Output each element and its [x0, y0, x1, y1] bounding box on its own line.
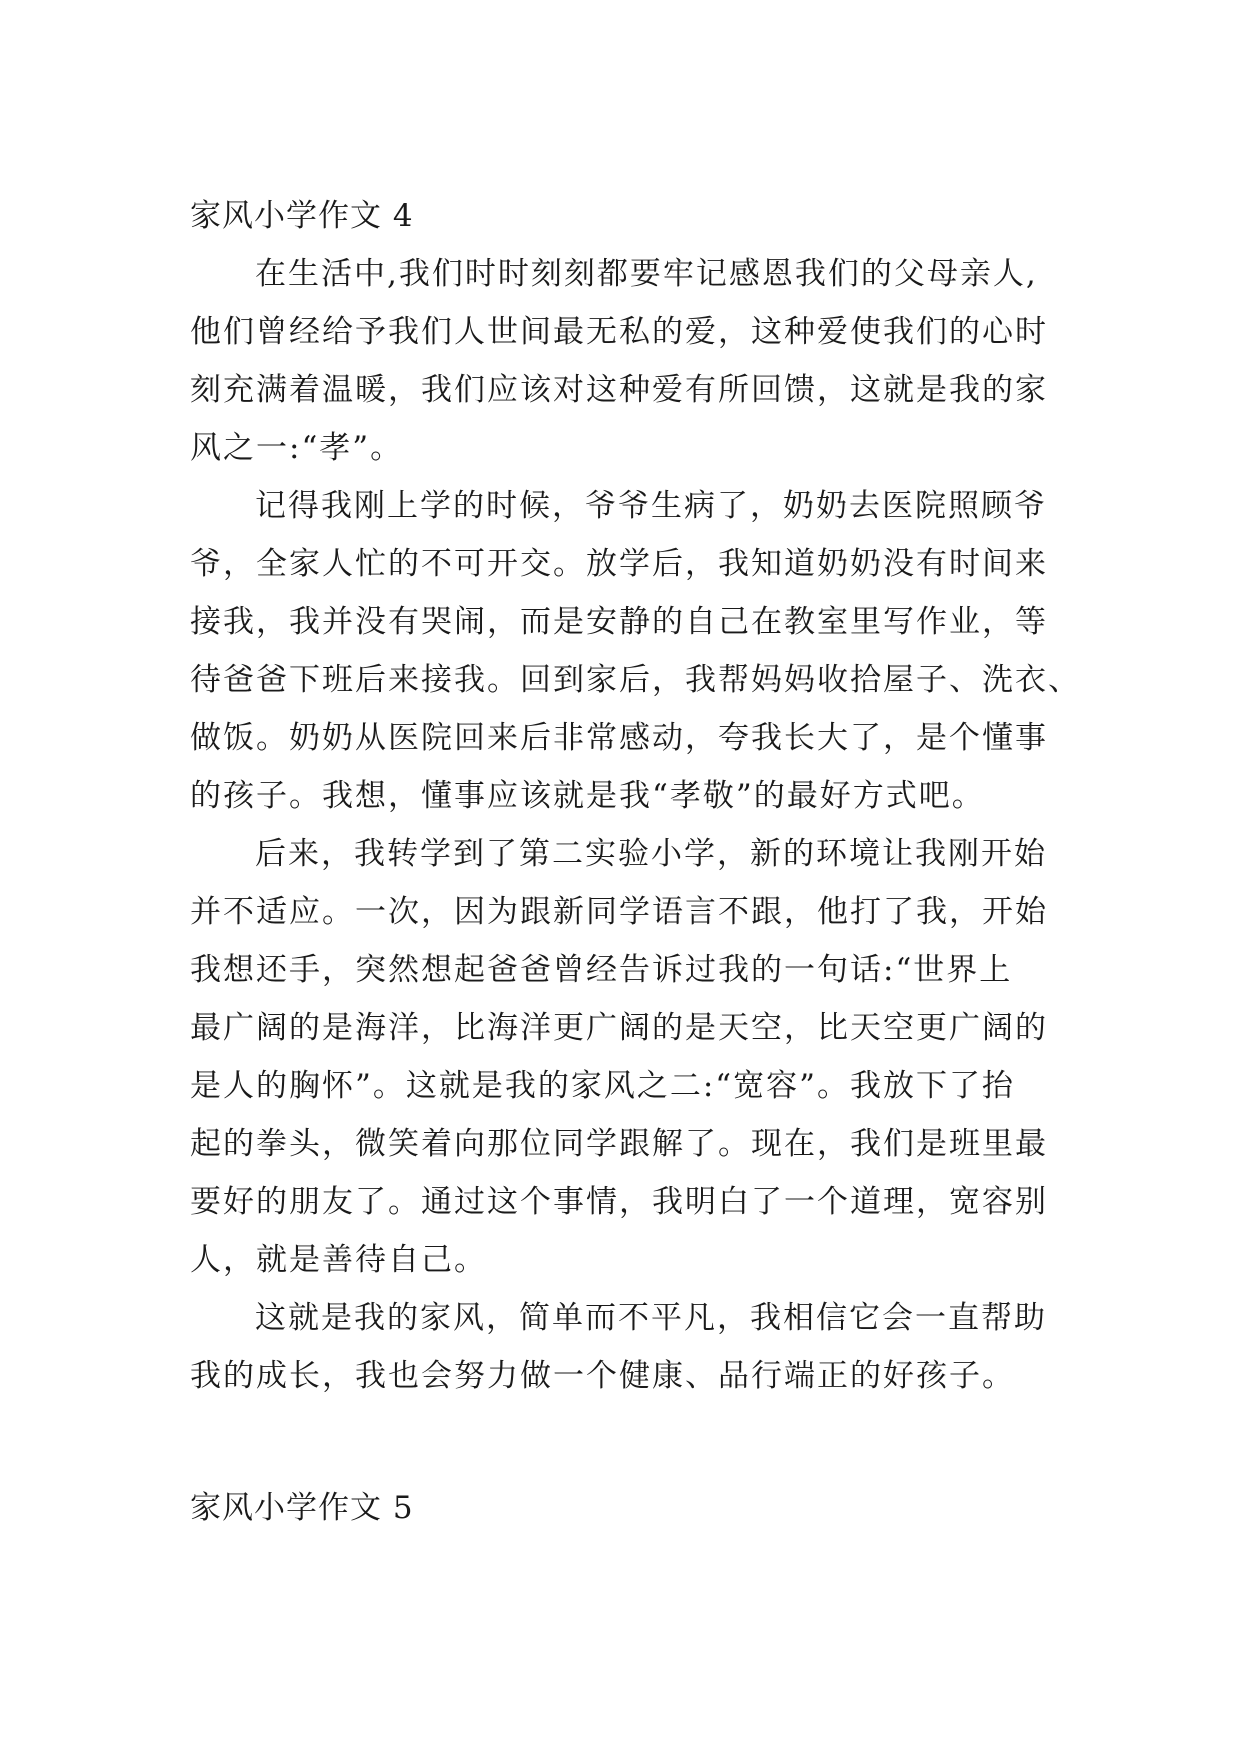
- paragraph-3-line-1: 后来，我转学到了第二实验小学，新的环境让我刚开始: [255, 836, 1047, 872]
- paragraph-1-line-1: 在生活中,我们时时刻刻都要牢记感恩我们的父母亲人,: [255, 256, 1038, 292]
- essay-5-title: 家风小学作文 5: [190, 1490, 414, 1526]
- paragraph-3-line-8: 人，就是善待自己。: [190, 1242, 487, 1278]
- paragraph-3-line-2: 并不适应。一次，因为跟新同学语言不跟，他打了我，开始: [190, 894, 1048, 930]
- paragraph-2-line-3: 接我，我并没有哭闹，而是安静的自己在教室里写作业，等: [190, 604, 1048, 640]
- paragraph-4-line-1: 这就是我的家风，简单而不平凡，我相信它会一直帮助: [255, 1300, 1047, 1336]
- paragraph-2-line-2: 爷，全家人忙的不可开交。放学后，我知道奶奶没有时间来: [190, 546, 1048, 582]
- paragraph-1-line-3: 刻充满着温暖，我们应该对这种爱有所回馈，这就是我的家: [190, 372, 1048, 408]
- paragraph-1-line-4: 风之一:“孝”。: [190, 430, 404, 466]
- essay-4-title: 家风小学作文 4: [190, 198, 414, 234]
- paragraph-2-line-1: 记得我刚上学的时候，爷爷生病了，奶奶去医院照顾爷: [255, 488, 1047, 524]
- paragraph-3-line-4: 最广阔的是海洋，比海洋更广阔的是天空，比天空更广阔的: [190, 1010, 1048, 1046]
- paragraph-3-line-5: 是人的胸怀”。这就是我的家风之二:“宽容”。我放下了抬: [190, 1068, 1015, 1104]
- paragraph-1-line-2: 他们曾经给予我们人世间最无私的爱，这种爱使我们的心时: [190, 314, 1048, 350]
- paragraph-2-line-6: 的孩子。我想，懂事应该就是我“孝敬”的最好方式吧。: [190, 778, 985, 814]
- paragraph-2-line-5: 做饭。奶奶从医院回来后非常感动，夸我长大了，是个懂事: [190, 720, 1048, 756]
- paragraph-3-line-7: 要好的朋友了。通过这个事情，我明白了一个道理，宽容别: [190, 1184, 1048, 1220]
- paragraph-4-line-2: 我的成长，我也会努力做一个健康、品行端正的好孩子。: [190, 1358, 1015, 1394]
- paragraph-3-line-6: 起的拳头，微笑着向那位同学跟解了。现在，我们是班里最: [190, 1126, 1048, 1162]
- paragraph-2-line-4: 待爸爸下班后来接我。回到家后，我帮妈妈收拾屋子、洗衣、: [190, 662, 1081, 698]
- paragraph-3-line-3: 我想还手，突然想起爸爸曾经告诉过我的一句话:“世界上: [190, 952, 1013, 988]
